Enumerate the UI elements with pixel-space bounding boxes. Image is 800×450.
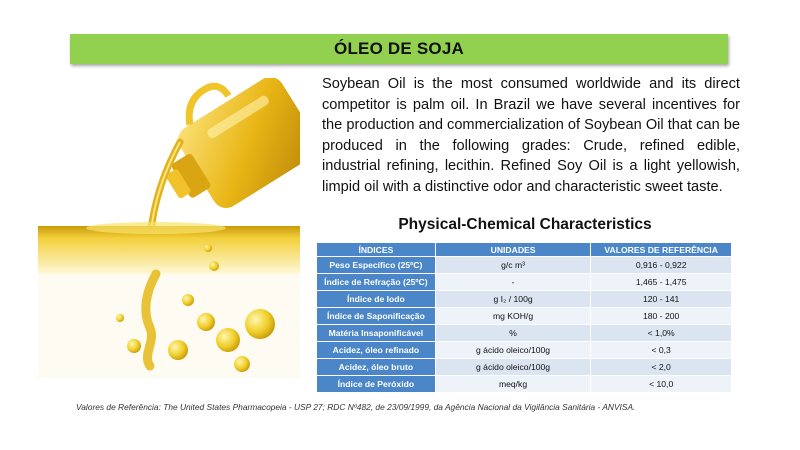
table-row — [317, 359, 732, 376]
row-unit: - — [435, 274, 591, 291]
row-index-label: Acidez, óleo refinado — [317, 342, 436, 359]
row-index-label: Matéria Insaponificável — [317, 325, 436, 342]
row-reference-value: < 10,0 — [591, 376, 732, 393]
row-reference-value: 120 - 141 — [591, 291, 732, 308]
row-index-label: Índice de Refração (25ºC) — [317, 274, 436, 291]
table-row — [317, 291, 732, 308]
row-reference-value: < 1,0% — [591, 325, 732, 342]
table-row — [317, 342, 732, 359]
row-unit: mg KOH/g — [435, 308, 591, 325]
row-reference-value: 1,465 - 1,475 — [591, 274, 732, 291]
row-reference-value: 180 - 200 — [591, 308, 732, 325]
table-row — [317, 257, 732, 274]
row-reference-value: < 0,3 — [591, 342, 732, 359]
table-header-row — [317, 243, 732, 257]
column-header-reference-values: VALORES DE REFERÊNCIA — [591, 243, 732, 257]
column-header-units: UNIDADES — [435, 243, 591, 257]
row-index-label: Índice de Peróxido — [317, 376, 436, 393]
table-row — [317, 308, 732, 325]
reference-footnote: Valores de Referência: The United States Pharmacopeia - USP 27; RDC Nº482, de 23/09/1999, da Agência Nacional da Vigilância Sanitária - ANVISA. — [76, 402, 636, 412]
soybean-oil-pour-image — [38, 78, 300, 378]
column-header-indices: ÍNDICES — [317, 243, 436, 257]
table-title: Physical-Chemical Characteristics — [398, 216, 652, 233]
row-index-label: Acidez, óleo bruto — [317, 359, 436, 376]
row-unit: meq/kg — [435, 376, 591, 393]
page-title: ÓLEO DE SOJA — [334, 39, 464, 58]
table-row — [317, 274, 732, 291]
row-reference-value: 0,916 - 0,922 — [591, 257, 732, 274]
table-row — [317, 325, 732, 342]
row-unit: g/c m³ — [435, 257, 591, 274]
row-reference-value: < 2,0 — [591, 359, 732, 376]
row-index-label: Índice de Iodo — [317, 291, 436, 308]
row-index-label: Índice de Saponificação — [317, 308, 436, 325]
title-banner — [70, 34, 728, 64]
row-unit: g ácido oleico/100g — [435, 342, 591, 359]
row-unit: g ácido oleico/100g — [435, 359, 591, 376]
row-unit: % — [435, 325, 591, 342]
row-unit: g I₂ / 100g — [435, 291, 591, 308]
table-row — [317, 376, 732, 393]
row-index-label: Peso Específico (25ºC) — [317, 257, 436, 274]
product-description: Soybean Oil is the most consumed worldwide and its direct competitor is palm oil. In Brazil we have several incentives for the production and commercialization of Soybean Oil that can be produced in the following grades: Crude, refined edible, industrial refining, lecithin. Refined Soy Oil is a light yellowish, limpid oil with a distinctive odor and characteristic sweet taste. — [322, 76, 740, 195]
characteristics-table — [316, 242, 732, 393]
